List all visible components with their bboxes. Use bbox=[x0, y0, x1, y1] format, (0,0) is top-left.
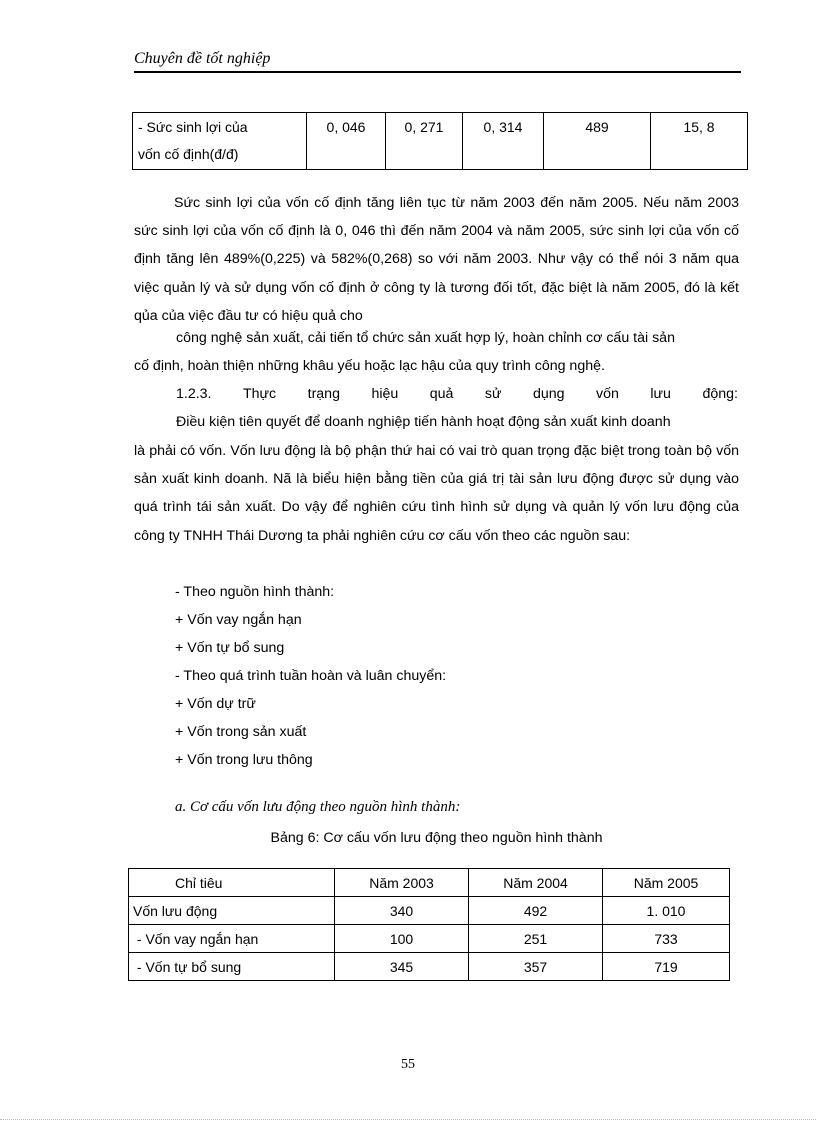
paragraph-2-line: công nghệ sản xuất, cải tiến tổ chức sản xuất hợp lý, hoàn chỉnh cơ cấu tài sản bbox=[176, 330, 675, 346]
table-cell: 719 bbox=[603, 953, 730, 981]
table-header-cell: Chỉ tiêu bbox=[129, 869, 335, 897]
table-cell: 492 bbox=[469, 897, 603, 925]
table-row bbox=[133, 113, 748, 170]
heading-word: hiệu bbox=[371, 386, 399, 402]
table-cell: 15, 8 bbox=[651, 113, 748, 170]
paragraph-3-first-line: Điều kiện tiên quyết để doanh nghiệp tiến hành hoạt động sản xuất kinh doanh bbox=[176, 414, 671, 430]
table-cell: 357 bbox=[469, 953, 603, 981]
table-cell: 0, 271 bbox=[386, 113, 463, 170]
table-header-row bbox=[129, 869, 730, 897]
section-heading-1-2-3 bbox=[176, 386, 738, 402]
paragraph-1: Sức sinh lợi của vốn cố định tăng liên tục từ năm 2003 đến năm 2005. Nếu năm 2003 sức sinh lợi của vốn cố định là 0, 046 thì đến năm 2004 và năm 2005, sức sinh lợi của vốn cố định tăng lên 489%(0,225) và 582%(0,268) so với năm 2003. Như vậy có thể nói 3 năm qua việc quản lý và sử dụng vốn cố định ở công ty là tương đối tốt, đặc biệt là năm 2005, đó là kết qủa của việc đầu tư có hiệu quả cho bbox=[134, 195, 739, 324]
page-header-title: Chuyên đề tốt nghiệp bbox=[134, 50, 271, 67]
table-cell-label: Vốn lưu động bbox=[129, 897, 335, 925]
table-row bbox=[129, 925, 730, 953]
header-rule bbox=[134, 71, 741, 73]
list-item: + Vốn vay ngắn hạn bbox=[175, 612, 302, 628]
table-cell-label: - Vốn vay ngắn hạn bbox=[129, 925, 335, 953]
heading-word: sử bbox=[484, 386, 502, 402]
capital-structure-table bbox=[128, 868, 730, 981]
table-row bbox=[129, 953, 730, 981]
table-caption: Bảng 6: Cơ cấu vốn lưu động theo nguồn hình thành bbox=[270, 830, 603, 846]
paragraph-2-line: cố định, hoàn thiện những khâu yếu hoặc lạc hậu của quy trình công nghệ. bbox=[134, 358, 605, 374]
heading-word: động: bbox=[702, 386, 738, 402]
page-bottom-border bbox=[0, 1119, 816, 1120]
heading-word: lưu bbox=[650, 386, 671, 402]
table-header-cell: Năm 2003 bbox=[335, 869, 469, 897]
heading-word: Thực bbox=[242, 386, 277, 402]
list-item: + Vốn trong lưu thông bbox=[175, 752, 313, 768]
table-cell: 0, 046 bbox=[307, 113, 386, 170]
table-cell: 345 bbox=[335, 953, 469, 981]
heading-word: quả bbox=[429, 386, 454, 402]
list-item: + Vốn dự trữ bbox=[175, 696, 256, 712]
paragraph-3: là phải có vốn. Vốn lưu động là bộ phận thứ hai có vai trò quan trọng đặc biệt trong toàn bộ vốn sản xuất kinh doanh. Nã là biểu hiện bằng tiền của giá trị tài sản lưu động được sử dụng vào quá trình tái sản xuất. Do vậy để nghiên cứu tình hình sử dụng và quản lý vốn lưu động của công ty TNHH Thái Dương ta phải nghiên cứu cơ cấu vốn theo các nguồn sau: bbox=[134, 443, 739, 544]
top-table bbox=[132, 112, 748, 170]
label-line: - Sức sinh lợi của bbox=[138, 119, 248, 135]
table-header-cell: Năm 2005 bbox=[603, 869, 730, 897]
heading-word: dụng bbox=[533, 386, 565, 402]
list-item: + Vốn tự bổ sung bbox=[175, 640, 285, 656]
table-cell: 100 bbox=[335, 925, 469, 953]
table-cell: 489 bbox=[544, 113, 651, 170]
table-cell: 340 bbox=[335, 897, 469, 925]
table-row bbox=[129, 897, 730, 925]
sub-heading: a. Cơ cấu vốn lưu động theo nguồn hình thành: bbox=[175, 799, 461, 815]
table-cell-label: - Vốn tự bổ sung bbox=[129, 953, 335, 981]
table-header-cell: Năm 2004 bbox=[469, 869, 603, 897]
heading-word: vốn bbox=[596, 386, 619, 402]
label-line: vốn cố định(đ/đ) bbox=[138, 146, 239, 162]
table-cell: 251 bbox=[469, 925, 603, 953]
list-item: - Theo nguồn hình thành: bbox=[175, 584, 335, 600]
heading-word: trạng bbox=[307, 386, 340, 402]
table-cell-label bbox=[133, 113, 307, 170]
list-item: - Theo quá trình tuần hoàn và luân chuyển: bbox=[175, 668, 447, 684]
table-cell: 733 bbox=[603, 925, 730, 953]
page-number: 55 bbox=[401, 1057, 415, 1072]
table-cell: 0, 314 bbox=[463, 113, 544, 170]
heading-word: 1.2.3. bbox=[176, 386, 212, 402]
list-item: + Vốn trong sản xuất bbox=[175, 724, 307, 740]
table-cell: 1. 010 bbox=[603, 897, 730, 925]
